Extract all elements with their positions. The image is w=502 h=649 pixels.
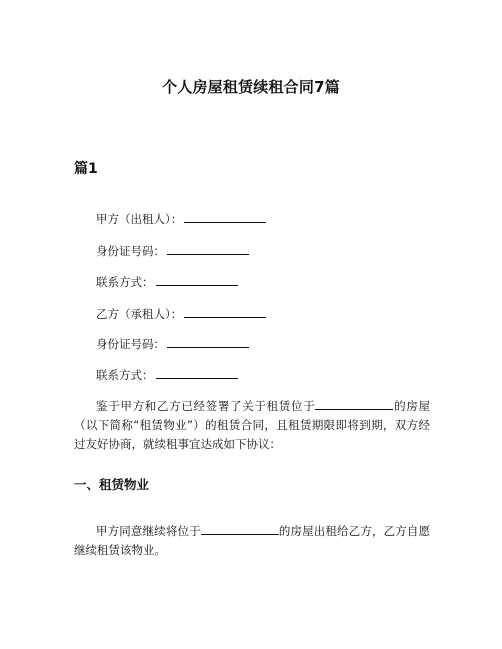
fill-blank	[315, 398, 393, 410]
clause-paragraph	[74, 522, 430, 560]
fill-blank	[156, 367, 238, 379]
field-label: 身份证号码：	[96, 337, 165, 351]
field-label: 联系方式：	[96, 275, 154, 289]
party-a-contact-field	[96, 274, 238, 290]
fill-blank	[201, 523, 279, 535]
paragraph-text: 的房屋出租给乙方，乙方自愿继续租赁该物业。	[74, 524, 431, 557]
party-a-field	[96, 211, 266, 227]
fill-blank	[156, 274, 238, 286]
party-b-id-field	[96, 336, 249, 352]
paragraph-text: 的房屋（以下简称“租赁物业”）的租赁合同，且租赁期限即将到期，双方经过友好协商，就续租事宜达成如下协议：	[74, 399, 431, 451]
fill-blank	[167, 243, 249, 255]
fill-blank	[184, 211, 266, 223]
fill-blank	[184, 306, 266, 318]
section-heading: 篇1	[74, 161, 98, 177]
document-title: 个人房屋租赁续租合同7篇	[162, 78, 340, 96]
field-label: 甲方（出租人）：	[96, 212, 183, 226]
party-a-id-field	[96, 243, 249, 259]
preamble-paragraph	[74, 397, 430, 454]
fill-blank	[167, 336, 249, 348]
field-label: 乙方（承租人）：	[96, 307, 183, 321]
clause-heading: 一、租赁物业	[74, 477, 150, 492]
party-b-contact-field	[96, 367, 238, 383]
paragraph-text: 甲方同意继续将位于	[96, 524, 201, 538]
field-label: 联系方式：	[96, 368, 154, 382]
field-label: 身份证号码：	[96, 244, 165, 258]
paragraph-text: 鉴于甲方和乙方已经签署了关于租赁位于	[96, 399, 316, 413]
party-b-field	[96, 306, 266, 322]
